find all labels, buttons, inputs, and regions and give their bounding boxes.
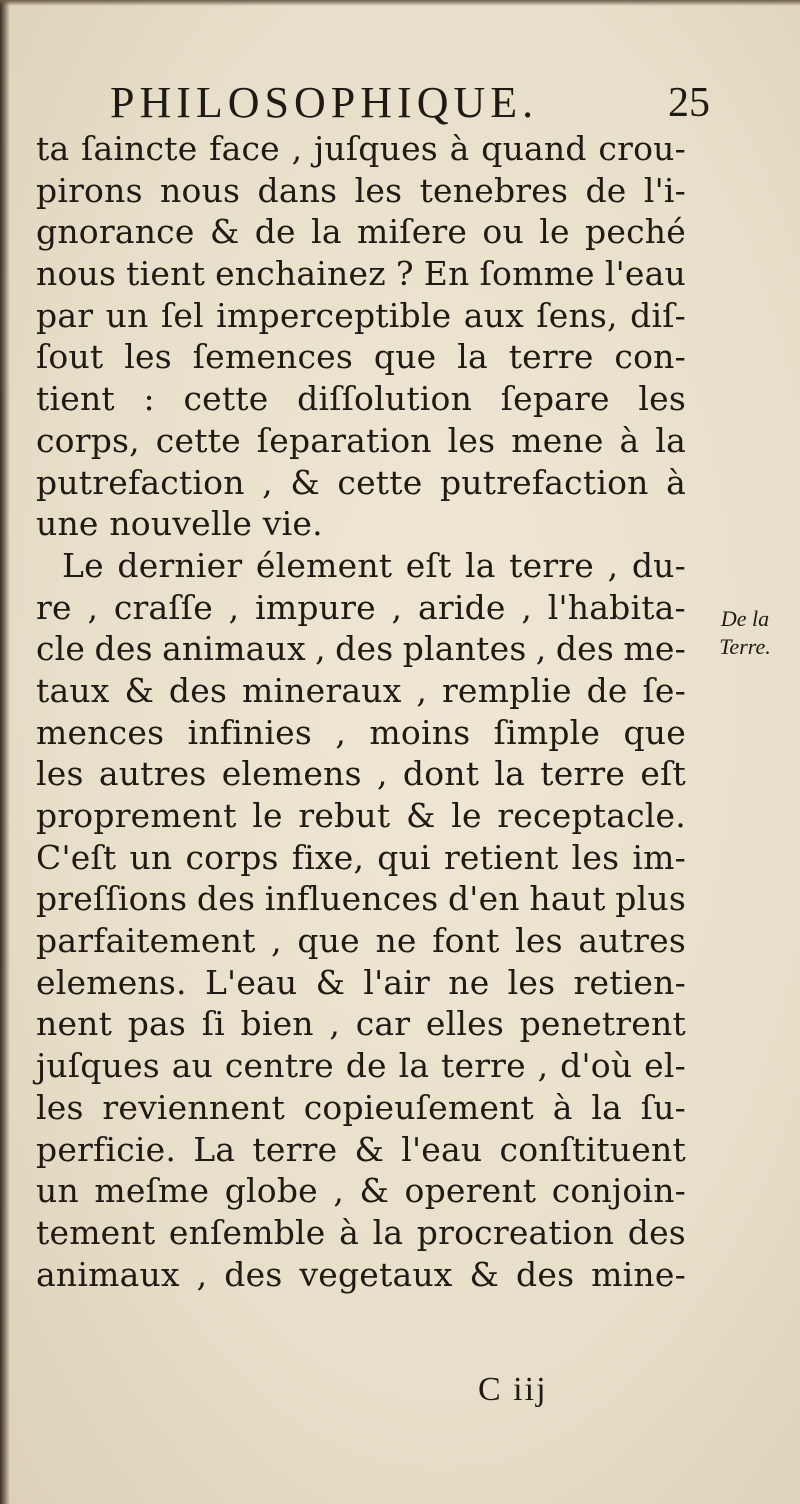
- marginal-note-line: Terre.: [719, 634, 771, 659]
- text-line-paragraph-end: une nouvelle vie.: [36, 504, 323, 544]
- text-line: tement enſemble à la procreation des: [36, 1212, 686, 1252]
- text-line: animaux , des vegetaux & des mine-: [36, 1254, 686, 1294]
- text-line: ta ſaincte face , juſques à quand crou-: [36, 129, 686, 168]
- text-line: parfaitement , que ne font les autres: [36, 921, 686, 961]
- text-line: C'eſt un corps fixe, qui retient les im-: [36, 837, 686, 877]
- text-line: preſſions des influences d'en haut plus: [36, 879, 686, 919]
- text-line: corps, cette ſeparation les mene à la: [36, 420, 686, 460]
- text-line: les reviennent copieuſement à la ſu-: [36, 1087, 686, 1127]
- text-line: tient : cette diſſolution ſepare les: [36, 379, 686, 419]
- text-line-paragraph-start: Le dernier élement eſt la terre , du-: [62, 545, 686, 585]
- text-line: un meſme globe , & operent conjoin-: [36, 1171, 686, 1211]
- signature-mark: C iij: [478, 1371, 548, 1408]
- text-line: les autres elemens , dont la terre eſt: [36, 754, 686, 794]
- marginal-note-line: De la: [720, 606, 770, 631]
- text-line: cle des animaux , des plantes , des me-: [36, 629, 686, 669]
- text-line: juſques au centre de la terre , d'où el-: [36, 1046, 686, 1086]
- text-line: nent pas ſi bien , car elles penetrent: [36, 1004, 686, 1044]
- text-line: ſout les ſemences que la terre con-: [36, 337, 686, 377]
- body-text: [36, 128, 686, 1295]
- text-line: gnorance & de la miſere ou le peché: [36, 212, 686, 252]
- running-head: [110, 78, 710, 128]
- text-line: nous tient enchainez ? En ſomme l'eau: [36, 254, 686, 294]
- text-line: re , craſſe , impure , aride , l'habita-: [36, 587, 686, 627]
- text-line: mences infinies , moins ſimple que: [36, 712, 686, 752]
- marginal-note: [700, 605, 790, 661]
- text-line: proprement le rebut & le receptacle.: [36, 796, 686, 835]
- text-line: pirons nous dans les tenebres de l'i-: [36, 170, 686, 210]
- text-line: par un ſel imperceptible aux ſens, diſ-: [36, 295, 686, 335]
- running-head-title: PHILOSOPHIQUE.: [110, 78, 539, 127]
- page-top-edge: [0, 0, 800, 6]
- text-line: putrefaction , & cette putrefaction à: [36, 462, 686, 502]
- text-line: taux & des mineraux , remplie de ſe-: [36, 670, 686, 710]
- text-line: elemens. L'eau & l'air ne les retien-: [36, 962, 686, 1002]
- text-line: perficie. La terre & l'eau conſtituent: [36, 1129, 686, 1169]
- page-number: 25: [668, 80, 710, 126]
- page-binding-shadow: [0, 0, 10, 1504]
